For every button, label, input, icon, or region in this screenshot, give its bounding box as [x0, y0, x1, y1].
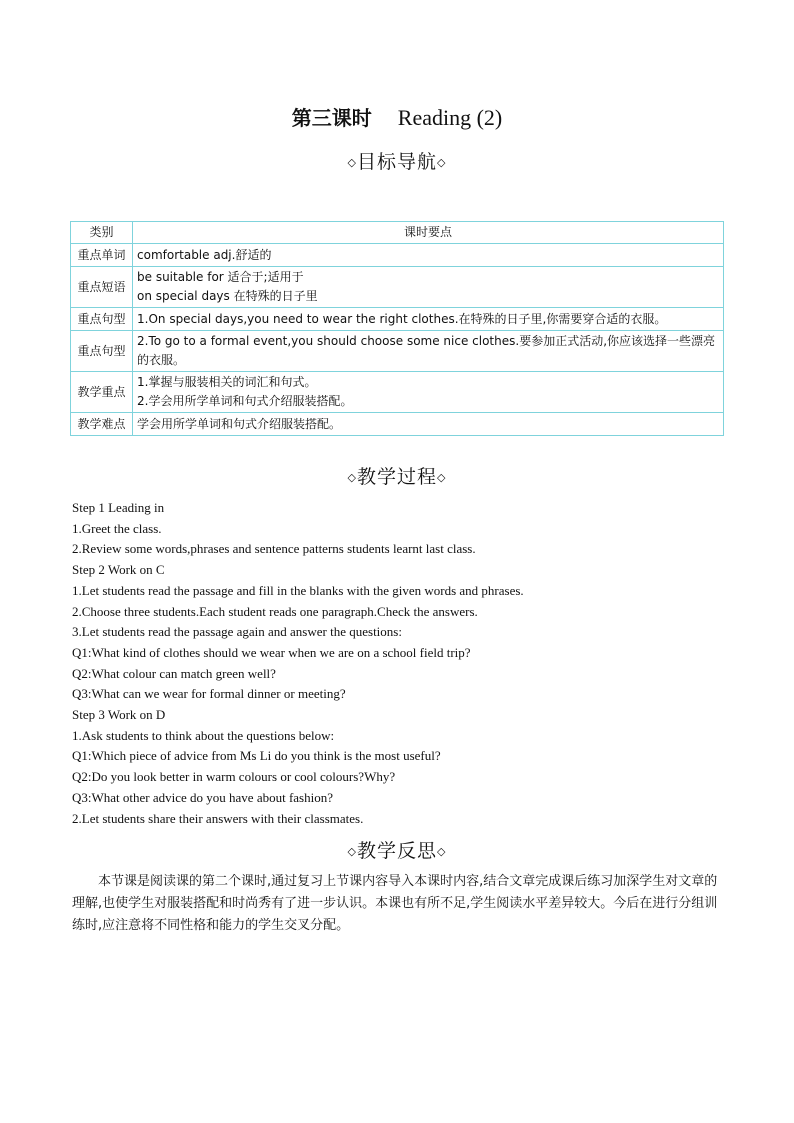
row-label: 教学重点 — [71, 372, 133, 413]
diamond-icon: ◇ — [437, 471, 447, 484]
row-content — [133, 244, 724, 267]
table-row — [71, 413, 724, 436]
process-line: 1.Greet the class. — [72, 520, 162, 536]
row-line: 学会用所学单词和句式介绍服装搭配。 — [137, 416, 342, 431]
process-line: Q1:Which piece of advice from Ms Li do you think is the most useful? — [72, 748, 441, 764]
table-row — [71, 372, 724, 413]
diamond-icon: ◇ — [437, 845, 447, 858]
process-line: Q3:What can we wear for formal dinner or meeting? — [72, 686, 346, 702]
diamond-icon: ◇ — [347, 156, 357, 169]
row-line: be suitable for 适合于;适用于 — [137, 270, 304, 284]
table-row — [71, 267, 724, 308]
row-content — [133, 267, 724, 308]
diamond-icon: ◇ — [347, 471, 357, 484]
process-line: Q2:What colour can match green well? — [72, 665, 276, 681]
section-heading-goals — [0, 149, 794, 176]
row-line: 1.掌握与服装相关的词汇和句式。 — [137, 375, 317, 389]
process-line: Step 2 Work on C — [72, 562, 165, 578]
row-label: 教学难点 — [71, 413, 133, 436]
page-title — [0, 104, 794, 132]
process-line: Step 1 Leading in — [72, 500, 165, 515]
row-label: 重点句型 — [71, 331, 133, 372]
process-line: 2.Review some words,phrases and sentence patterns students learnt last class. — [72, 541, 476, 557]
lesson-points-table — [70, 221, 724, 436]
title-english: Reading (2) — [397, 105, 503, 130]
row-content — [133, 372, 724, 413]
row-line: 2.To go to a formal event,you should choose some nice clothes.要参加正式活动,你应该选择一些漂亮的衣服。 — [137, 334, 716, 367]
process-line: Step 3 Work on D — [72, 707, 166, 723]
row-line: on special days 在特殊的日子里 — [137, 289, 318, 303]
diamond-icon: ◇ — [437, 156, 447, 169]
process-line: 2.Let students share their answers with their classmates. — [72, 810, 364, 826]
row-label: 重点短语 — [71, 267, 133, 308]
goals-heading-text: 目标导航 — [356, 151, 437, 173]
process-line: Q3:What other advice do you have about fashion? — [72, 789, 333, 805]
row-content — [133, 331, 724, 372]
table-header-row — [71, 222, 724, 244]
row-label: 重点句型 — [71, 308, 133, 331]
table-row — [71, 308, 724, 331]
section-heading-process — [0, 464, 794, 491]
process-line: 1.Ask students to think about the questions below: — [72, 727, 335, 743]
diamond-icon: ◇ — [347, 845, 357, 858]
row-line: 2.学会用所学单词和句式介绍服装搭配。 — [137, 394, 353, 408]
row-label: 重点单词 — [71, 244, 133, 267]
process-line: Q2:Do you look better in warm colours or cool colours?Why? — [72, 769, 396, 785]
header-key-points: 课时要点 — [133, 222, 724, 244]
process-line: 3.Let students read the passage again and answer the questions: — [72, 624, 402, 640]
row-line: 1.On special days,you need to wear the right clothes.在特殊的日子里,你需要穿合适的衣服。 — [137, 311, 667, 326]
teaching-process-body — [72, 498, 732, 829]
table-row — [71, 244, 724, 267]
row-content — [133, 413, 724, 436]
reflection-paragraph: 本节课是阅读课的第二个课时,通过复习上节课内容导入本课时内容,结合文章完成课后练习加深学生对文章的理解,也使学生对服装搭配和时尚秀有了进一步认识。本课也有所不足,学生阅读水平差异较大。今后在进行分组训练时,应注意将不同性格和能力的学生交叉分配。 — [72, 874, 718, 933]
process-heading-text: 教学过程 — [356, 466, 437, 488]
table-row — [71, 331, 724, 372]
process-line: 2.Choose three students.Each student reads one paragraph.Check the answers. — [72, 603, 478, 619]
section-heading-reflection — [0, 838, 794, 865]
process-line: 1.Let students read the passage and fill in the blanks with the given words and phrases. — [72, 582, 524, 598]
reflection-heading-text: 教学反思 — [356, 840, 437, 862]
header-category: 类别 — [71, 222, 133, 244]
row-content — [133, 308, 724, 331]
process-line: Q1:What kind of clothes should we wear when we are on a school field trip? — [72, 644, 471, 660]
row-line: comfortable adj.舒适的 — [137, 247, 272, 262]
title-chinese: 第三课时 — [291, 106, 372, 130]
